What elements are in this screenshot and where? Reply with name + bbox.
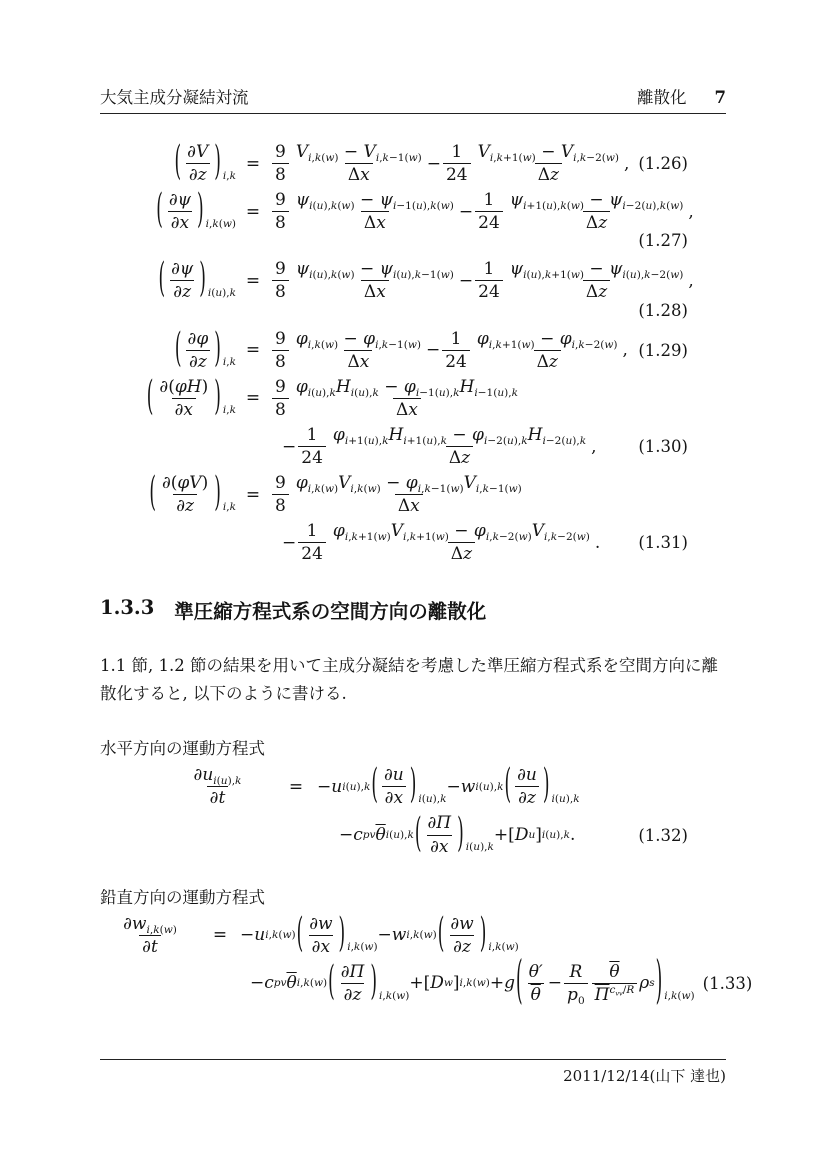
eq-1-27-line <box>136 187 694 235</box>
eq-1-26-line <box>136 138 688 186</box>
equation-lhs: ( $\frac{\partial(\varphi V)}{\partial z}$ ) $_{i, k}$ <box>149 470 236 518</box>
equation-number: (1.33) <box>702 973 753 993</box>
page-header <box>100 84 726 114</box>
eq-1-30-line <box>136 373 688 421</box>
header-document-title: 大気主成分凝結対流 <box>100 88 249 107</box>
equation-rhs: − $\frac{1}{24}$ $\frac{\varphi_{i+1(u),k}H_{i+1(u),k} - \varphi_{i-2(u),k}H_{i-2(u),k}}{\Delta z}$ , <box>282 424 597 469</box>
equation-relation: = <box>212 925 228 946</box>
header-chapter-title: 離散化 <box>637 88 687 107</box>
equation-lhs: ( $\frac{\partial(\varphi H)}{\partial x}$ ) $_{i, k}$ <box>146 373 236 421</box>
equation-relation: = <box>245 340 261 361</box>
label-horizontal-momentum-equation: 水平方向の運動方程式 <box>100 739 265 759</box>
equation-rhs: − u i,k(w) ( $\frac{\partial w}{\partial x}$ ) $_{i, k( w)}$ − w i,k(w) ( $\frac{\partial w}{\partial z}$ ) $_{i, k( w)}$ <box>240 910 519 958</box>
eq-1-28-line <box>136 256 694 304</box>
equation-rhs: $\frac{9}{8}$ $\frac{V_{i,k(w)} - V_{i,k-1(w)}}{\Delta x}$ − $\frac{1}{24}$ $\frac{V_{i,k+1(w)} - V_{i,k-2(w)}}{\Delta z}$ , <box>270 141 629 186</box>
equation-lhs: ( $\frac{\partial\varphi}{\partial z}$ ) $_{i, k}$ <box>174 325 236 373</box>
equation-lhs: $\frac{\partial u_{i(u),k}}{\partial t}$ <box>193 765 242 809</box>
equation-block-discretization <box>100 114 726 566</box>
equation-number: (1.27) <box>638 231 688 251</box>
equation-relation: = <box>245 484 261 505</box>
equation-number: (1.31) <box>638 533 688 553</box>
equation-rhs: − c pv $\overline{\theta}$ i(u),k ( $\frac{\partial\Pi}{\partial x}$ ) $_{i( u), k}$ + [ D u ] i(u),k . <box>339 810 576 858</box>
eq-1-31-line <box>136 472 688 517</box>
equation-rhs: $\frac{9}{8}$ $\frac{\psi_{i(u),k(w)} - \psi_{i-1(u),k(w)}}{\Delta x}$ − $\frac{1}{24}$ $\frac{\psi_{i+1(u),k(w)} - \psi_{i-2(u),k(w)}}{\Delta z}$ , <box>270 189 694 234</box>
equation-rhs: $\frac{9}{8}$ $\frac{\psi_{i(u),k(w)} - \psi_{i(u),k-1(w)}}{\Delta x}$ − $\frac{1}{24}$ $\frac{\psi_{i(u),k+1(w)} - \psi_{i(u),k-2(w)}}{\Delta z}$ , <box>270 258 694 303</box>
eq-1-29-line <box>136 325 688 373</box>
page-content <box>100 84 753 1013</box>
section-title: 準圧縮方程式系の空間方向の離散化 <box>174 599 487 623</box>
body-paragraph: 1.1 節, 1.2 節の結果を用いて主成分凝結を考慮した準圧縮方程式系を空間方向に離散化すると, 以下のように書ける. <box>100 655 718 704</box>
equation-relation: = <box>245 270 261 291</box>
section-number: 1.3.3 <box>100 595 155 619</box>
eq-1-33-line <box>100 951 753 1013</box>
equation-rhs: $\frac{9}{8}$ $\frac{\varphi_{i(u),k}H_{i(u),k} - \varphi_{i-1(u),k}H_{i-1(u),k}}{\Delta x}$ <box>270 376 523 421</box>
equation-lhs: ( $\frac{\partial\psi}{\partial x}$ ) $_{i, k( w)}$ <box>156 187 236 235</box>
eq-1-32-line <box>160 812 688 857</box>
eq-1-33-line <box>100 910 712 958</box>
page-footer <box>100 1059 726 1086</box>
eq-1-32-line <box>160 764 688 809</box>
equation-number: (1.26) <box>638 154 688 174</box>
equation-lhs: $\frac{\partial w_{i,k(w)}}{\partial t}$ <box>123 913 177 957</box>
equation-relation: = <box>245 201 261 222</box>
equation-relation: = <box>288 776 304 797</box>
equation-number: (1.32) <box>638 825 688 845</box>
section-heading <box>100 596 726 624</box>
equation-number: (1.29) <box>638 340 688 360</box>
footer-date-author: 2011/12/14(山下 達也) <box>563 1067 726 1085</box>
eq-1-31-line <box>136 520 688 565</box>
equation-rhs: − u i(u),k ( $\frac{\partial u}{\partial x}$ ) $_{i( u), k}$ − w i(u),k ( $\frac{\partial u}{\partial z}$ ) $_{i( u), k}$ <box>317 762 580 810</box>
equation-relation: = <box>245 153 261 174</box>
equation-number: (1.28) <box>638 300 688 320</box>
equation-block-vertical <box>100 908 753 1013</box>
eq-1-30-line <box>136 424 688 469</box>
label-vertical-momentum-equation: 鉛直方向の運動方程式 <box>100 887 265 907</box>
header-page-number: 7 <box>714 88 726 107</box>
equation-rhs: $\frac{9}{8}$ $\frac{\varphi_{i,k(w)}V_{i,k(w)} - \varphi_{i,k-1(w)}V_{i,k-1(w)}}{\Delta x}$ <box>270 472 527 517</box>
equation-rhs: $\frac{9}{8}$ $\frac{\varphi_{i,k(w)} - \varphi_{i,k-1(w)}}{\Delta x}$ − $\frac{1}{24}$ $\frac{\varphi_{i,k+1(w)} - \varphi_{i,k-2(w)}}{\Delta z}$ , <box>270 328 628 373</box>
equation-number: (1.30) <box>638 437 688 457</box>
equation-lhs: ( $\frac{\partial\psi}{\partial z}$ ) $_{i( u), k}$ <box>158 256 236 304</box>
equation-lhs: ( $\frac{\partial V}{\partial z}$ ) $_{i, k}$ <box>174 138 236 186</box>
equation-rhs: − $\frac{1}{24}$ $\frac{\varphi_{i,k+1(w)}V_{i,k+1(w)} - \varphi_{i,k-2(w)}V_{i,k-2(w)}}{\Delta z}$ . <box>282 521 601 565</box>
equation-block-horizontal <box>100 759 726 857</box>
equation-rhs: − c pv $\overline{\theta}$ i,k(w) ( $\frac{\partial\Pi}{\partial z}$ ) $_{i, k( w)}$ + [ D w ] i,k(w) + g ( $\frac{\theta'}{\theta}$ − $\frac{R}{p_0}$ $\frac{\overline{\theta}}{\overline{\Pi}^{c_{vv}/R}}$ ρ s ) $_{i, k( w)}$ <box>250 951 695 1013</box>
equation-relation: = <box>245 388 261 409</box>
